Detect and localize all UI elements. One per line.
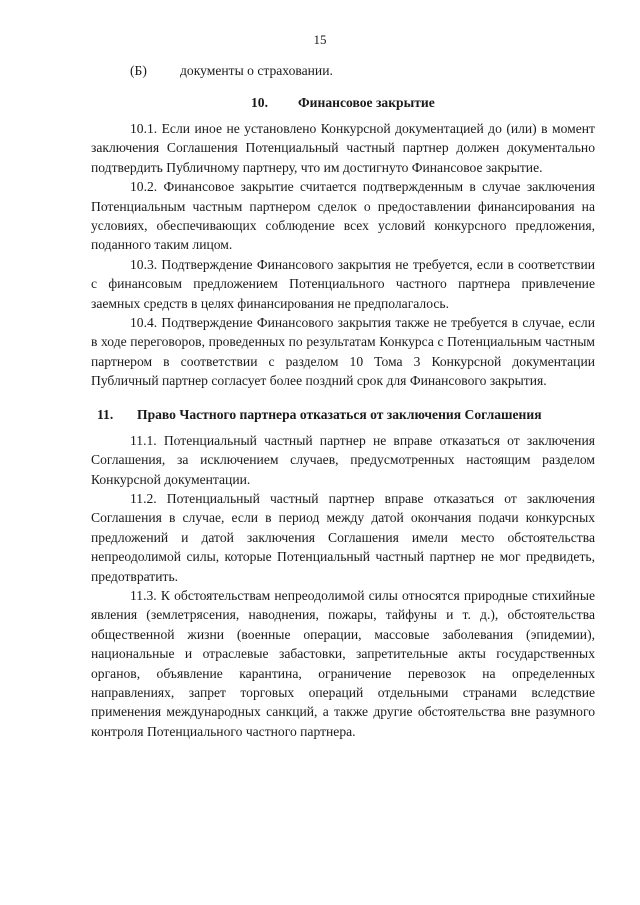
- section-11-title: Право Частного партнера отказаться от заключения Соглашения: [137, 406, 542, 422]
- list-item-marker: (Б): [130, 63, 147, 78]
- paragraph-10-2: 10.2. Финансовое закрытие считается подтвержденным в случае заключения Потенциальным частным партнером сделок о предоставлении финансирования на условиях, обеспечивающих соблюдение всех условий конкурсного предложения, поданного таким лицом.: [91, 179, 595, 253]
- page-number: 15: [313, 32, 327, 47]
- paragraph-10-1: 10.1. Если иное не установлено Конкурсной документацией до (или) в момент заключения Соглашения Потенциальный частный партнер должен документально подтвердить Публичному партнеру, что им достигнуто Финансовое закрытие.: [91, 121, 595, 175]
- page-content: [91, 61, 595, 741]
- section-10-title: Финансовое закрытие: [298, 95, 435, 110]
- paragraph-11-3: 11.3. К обстоятельствам непреодолимой силы относятся природные стихийные явления (землетрясения, наводнения, пожары, тайфуны и т. д.), обстоятельства общественной жизни (военные операции, массовые заболевания (эпидемии), национальные и отраслевые забастовки, запретительные акты государственных органов, объявление карантина, ограничение перевозок на определенных направлениях, запрет торговых операций отдельными странами вследствие применения международных санкций, а также другие обстоятельства вне разумного контроля Потенциального частного партнера.: [91, 587, 595, 739]
- section-11-number: 11.: [97, 406, 114, 422]
- list-item-b: [91, 61, 595, 81]
- section-11-heading: [91, 405, 595, 425]
- paragraph-11-1: 11.1. Потенциальный частный партнер не вправе отказаться от заключения Соглашения, за исключением случаев, предусмотренных настоящим разделом Конкурсной документации.: [91, 432, 595, 487]
- list-item-text: документы о страховании.: [180, 63, 333, 78]
- paragraph-11-2: 11.2. Потенциальный частный партнер вправе отказаться от заключения Соглашения в случае, если в период между датой окончания подачи конкурсных предложений и датой заключения Соглашения имели место обстоятельства непреодолимой силы, которые Потенциальный частный партнер не мог предвидеть, предотвратить.: [91, 490, 595, 584]
- section-10-heading: [91, 93, 595, 113]
- paragraph-10-4: 10.4. Подтверждение Финансового закрытия также не требуется в случае, если в ходе переговоров, проведенных по результатам Конкурса с Потенциальным частным партнером в соответствии с разделом 10 Тома 3 Конкурсной документации Публичный партнер согласует более поздний срок для Финансового закрытия.: [91, 315, 595, 389]
- section-10-number: 10.: [251, 95, 268, 110]
- paragraph-10-3: 10.3. Подтверждение Финансового закрытия не требуется, если в соответствии с финансовым предложением Потенциального частного партнера привлечение заемных средств в целях финансирования не предполагалось.: [91, 256, 595, 311]
